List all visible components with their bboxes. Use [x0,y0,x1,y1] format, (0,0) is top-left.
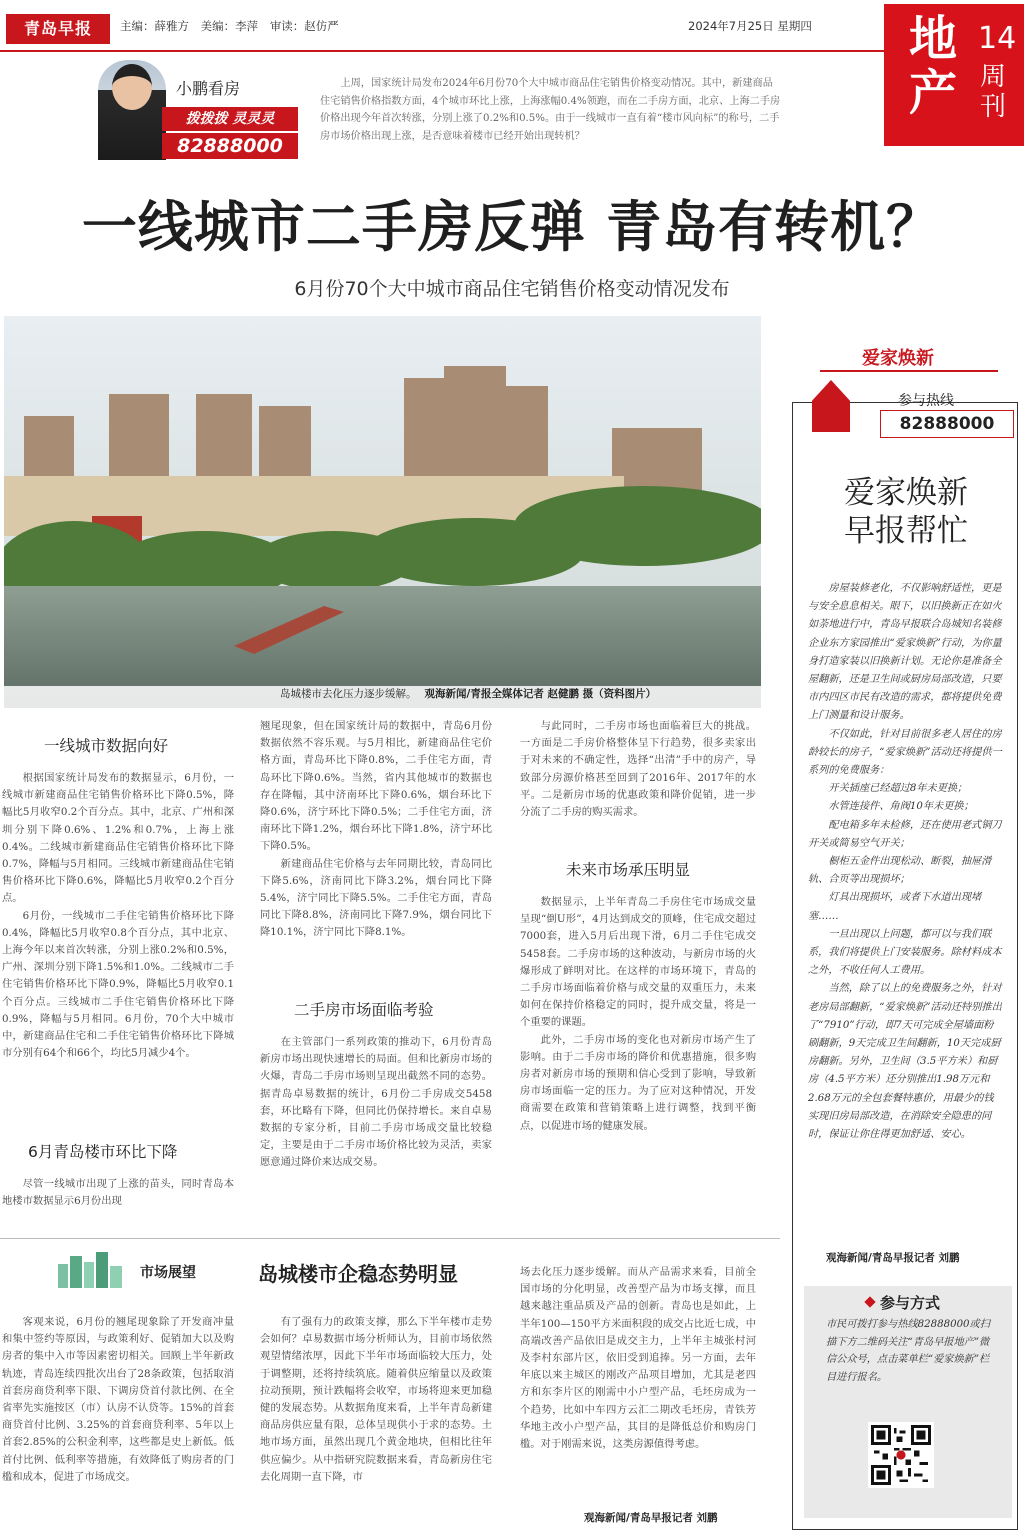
columnist-hotline-number: 82888000 [162,133,298,159]
sidebar-tag: 爱家焕新 [862,348,934,369]
page-number: 14 [978,21,1017,56]
paragraph: 房屋装修老化，不仅影响舒适性，更是与安全息息相关。眼下，以旧换新正在如火如荼地进行中，青岛早报联合岛城知名装修企业东方家园推出“爱家焕新”行动，为你量身打造家装以旧换新计划。无论你是准备全屋翻新，还是卫生间或厨房局部改造，只要市内四区市民有改造的需求，都将提供免费上门测量和设计服务。 [808,583,1002,722]
paragraph: 橱柜五金件出现松动、断裂，抽屉滑轨、合页等出现损坏； [808,856,992,886]
sub-headline: 6月份70个大中城市商品住宅销售价格变动情况发布 [294,278,730,300]
col1-subhead: 一线城市数据向好 [44,737,169,755]
editor-credit: 主编：薛雅方 [120,19,189,33]
paragraph: 6月份，一线城市二手住宅销售价格环比下降0.4%，降幅比5月收窄0.8个百分点，其中北京、上海今年以来首次转涨，分别上涨0.2%和0.5%，广州、深圳分别下降1.5%和1.0%。二线城市二手住宅销售价格环比下降0.9%，降幅比5月收窄0.1个百分点。三线城市二手住宅销售价格环比下降0.9%，降幅与5月相同。6月份，70个大中城市中，新建商品住宅和二手住宅销售价格环比下降城市分别有64个和66个，均比5月减少4个。 [2,909,234,1060]
bottom-col2 [260,1314,492,1486]
sidebar-hotline-number: 82888000 [880,410,1014,438]
paragraph: 开关插座已经超过8年未更换； [828,783,968,795]
bottom-col3 [520,1264,756,1453]
bottom-author: 观海新闻/青岛早报记者 刘鹏 [584,1512,718,1524]
designer-credit: 美编：李萍 [200,19,259,33]
caption-text: 岛城楼市去化压力逐步缓解。 [280,688,417,700]
sidebar-author: 观海新闻/青岛早报记者 刘鹏 [826,1252,960,1264]
photo-credit: 观海新闻/青报全媒体记者 赵健鹏 摄（资料图片） [424,688,657,700]
weekly-label: 周刊 [980,62,1007,122]
columnist-hotline-label: 拨拨拨 灵灵灵 [162,107,298,131]
main-headline: 一线城市二手房反弹 青岛有转机？ [81,195,943,259]
col1-subhead-2: 6月青岛楼市环比下降 [28,1143,178,1161]
sidebar-body [808,580,1002,1144]
paragraph: 新建商品住宅价格与去年同期比较，青岛同比下降5.6%，济南同比下降3.2%，烟台同比下降5.4%，济宁同比下降5.5%。二手住宅方面，青岛同比下降8.8%，济南同比下降7.9%，烟台同比下降10.1%，济宁同比下降8.1%。 [260,857,492,939]
bottom-col1 [2,1314,234,1486]
paragraph: 翘尾现象，但在国家统计局的数据中，青岛6月份数据依然不容乐观。与5月相比，新建商品住宅价格方面，青岛环比下降0.8%，二手住宅方面，青岛环比下降0.6%。当然，省内其他城市的数据也存在降幅，其中济南环比下降0.6%，烟台环比下降0.6%，济宁环比下降0.5%；二手住宅方面，济南环比下降1.2%，烟台环比下降1.8%，济宁环比下降0.5%。 [260,720,492,853]
paragraph: 数据显示，上半年青岛二手房住宅市场成交量呈现“倒U形”，4月达到成交的顶峰，住宅成交超过7000套，进入5月后出现下滑，6月二手住宅成交5458套。二手房市场的这种波动，与新房市场的火爆形成了鲜明对比。在这样的市场环境下，青岛的二手房市场面临着价格与成交量的双重压力，未来如何在保持价格稳定的同时，提升成交量，将是一个重要的课题。 [520,896,756,1029]
section-banner [884,4,1024,146]
masthead-rule [0,50,884,52]
columnist-photo [98,60,166,160]
cityscape-photo [4,316,761,708]
paragraph: 在主管部门一系列政策的推动下，6月份青岛新房市场出现快速增长的局面。但和比新房市场的火爆，青岛二手房市场则呈现出截然不同的态势。据青岛卓易数据的统计，6月份二手房成交5458套，环比略有下降，但同比仍保持增长。来自卓易数据的专家分析，目前二手房市场成交量比较稳定，主要是由于二手房市场价格比较为灵活，卖家愿意通过降价来达成交易。 [260,1036,492,1169]
paragraph: 此外，二手房市场的变化也对新房市场产生了影响。由于二手房市场的降价和优惠措施，很多购房者对新房市场的预期和信心受到了影响，导致新房市场面临一定的压力。为了应对这种情况，开发商需要在政策和营销策略上进行调整，找到平衡点，以促进市场的健康发展。 [520,1033,756,1132]
paragraph: 有了强有力的政策支撑，那么下半年楼市走势会如何？卓易数据市场分析师认为，目前市场依然观望情绪浓厚，因此下半年市场面临较大压力，处于调整期，还将持续筑底。随着供应缩量以及政策拉动预期，预计跌幅将会收窄，市场将迎来更加稳健的发展态势。从数据角度来看，上半年青岛新建商品房供应量有限，总体呈现供小于求的态势。土地市场方面，虽然出现几个黄金地块，但相比往年供应偏少。从中指研究院数据来看，青岛新房住宅去化周期一直下降，市 [260,1316,492,1483]
buildings-icon [56,1250,126,1290]
section-divider [0,1238,780,1239]
paragraph: 配电箱多年未检修，还在使用老式铜刀开关或简易空气开关； [808,819,1002,849]
sidebar-title-line1: 爱家焕新 [844,475,968,511]
lead-paragraph: 上周，国家统计局发布2024年6月份70个大中城市商品住宅销售价格变动情况。其中，新建商品住宅销售价格指数方面，4个城市环比上涨，上海涨幅0.4%领跑，而在二手房方面，北京、上海二手房价格出现今年首次转涨，分别上涨了0.2%和0.5%。由于一线城市一直有着“楼市风向标”的称号，二手房市场价格出现上涨，是否意味着楼市已经开始出现转机？ [320,78,781,142]
qr-code[interactable] [868,1422,934,1488]
sidebar-title-line2: 早报帮忙 [844,513,968,549]
photo-caption [280,686,656,701]
paragraph: 根据国家统计局发布的数据显示，6月份，一线城市新建商品住宅销售价格环比下降0.5%，降幅比5月收窄0.2个百分点。其中，北京、广州和深圳分别下降0.6%、1.2%和0.7%，上海上涨0.4%。二线城市新建商品住宅销售价格环比下降0.7%，降幅与5月相同。三线城市新建商品住宅销售价格环比下降0.6%，降幅比5月收窄0.2个百分点。 [2,772,234,905]
paragraph: 水管连接件、角阀10年未更换； [828,801,974,813]
col3-body-2 [520,894,756,1135]
editorial-credits [120,18,347,34]
join-title: 参与方式 [880,1294,941,1312]
col3-body [520,718,756,821]
paragraph: 当然，除了以上的免费服务之外，针对老房局部翻新，“爱家焕新”活动还特别推出了“7910”行动，即7天可完成全屋墙面粉刷翻新，9天完成卫生间翻新，10天完成厨房翻新。另外，卫生间（3.5平方米）和厨房（4.5平方米）还分别推出1.98万元和2.68万元的全包套餐特惠价，用最少的钱实现旧房局部改造，在消除安全隐患的同时，保证让你住得更加舒适、安心。 [808,983,1002,1141]
sidebar-title [800,474,1012,550]
paragraph: 场去化压力逐步缓解。而从产品需求来看，目前全国市场的分化明显，改善型产品为市场支撑，而且越来越注重品质及产品的创新。青岛也是如此，上半年100—150平方米面积段的成交占比近七成，中高端改善产品依旧是成交主力，上半年主城张村河及李村东部片区，依旧受到追捧。另一方面，去年年底以来主城区的刚改产品项目增加，尤其是老四方和东李片区的刚需中小户型产品，毛坯房成为一个趋势，比如中车四方云汇二期改毛坯房，青铁芳华地主改小户型产品，其目的是降低总价和购房门槛。对于刚需来说，这类房源值得考虑。 [520,1266,756,1451]
house-icon [812,380,850,432]
col3-subhead: 未来市场承压明显 [566,861,691,879]
newspaper-logo: 青岛早报 [6,14,110,44]
market-stable-title: 岛城楼市企稳态势明显 [258,1262,458,1286]
proofreader-credit: 审读：赵仿严 [269,19,339,33]
market-outlook-label: 市场展望 [140,1265,196,1281]
col2-body [260,718,492,942]
paragraph: 灯具出现损坏，或者下水道出现堵塞…… [808,892,982,922]
col2-body-2 [260,1034,492,1172]
column-name: 小鹏看房 [176,79,241,98]
col2-subhead: 二手房市场面临考验 [294,1001,434,1019]
paragraph: 客观来说，6月份的翘尾现象除了开发商冲量和集中签约等原因，与政策利好、促销加大以及购房者的集中入市等因素密切相关。回顾上半年新政轨迹，青岛连续四批次出台了28条政策，包括取消首套房商贷利率下限、下调房贷首付款比例、在全省率先实施按区（市）认房不认贷等。15%的首套商贷首付比例、3.25%的首套商贷利率、5年以上首套2.85%的公积金利率，这些都是史上新低。低首付比例、低利率等措施，有效降低了购房者的门槛和成本，促进了市场成交。 [2,1316,234,1483]
col1-body [2,770,234,1062]
paragraph: 不仅如此，针对目前很多老人居住的房龄较长的房子，“爱家焕新”活动还将提供一系列的免费服务： [808,728,1002,777]
paragraph: 尽管一线城市出现了上涨的苗头，同时青岛本地楼市数据显示6月份出现 [2,1178,234,1208]
paragraph: 一旦出现以上问题，都可以与我们联系，我们将提供上门安装服务。除材料成本之外，不收任何人工费用。 [808,928,1002,977]
join-body: 市民可拨打参与热线82888000或扫描下方二维码关注“青岛早报地产”微信公众号，点击菜单栏“爱家焕新”栏目进行报名。 [826,1319,990,1383]
section-name: 地产 [908,11,957,121]
sidebar-hotline-label: 参与热线 [898,393,954,409]
paragraph: 与此同时，二手房市场也面临着巨大的挑战。一方面是二手房价格整体呈下行趋势，很多卖家出于对未来的不确定性，选择“出清”手中的房产，导致部分房源价格甚至回到了2016年、2017年的水平。二是新房市场的优惠政策和降价促销，进一步分流了二手房的购买需求。 [520,720,756,819]
col1-body-2 [2,1176,234,1210]
issue-date: 2024年7月25日 星期四 [688,19,812,33]
